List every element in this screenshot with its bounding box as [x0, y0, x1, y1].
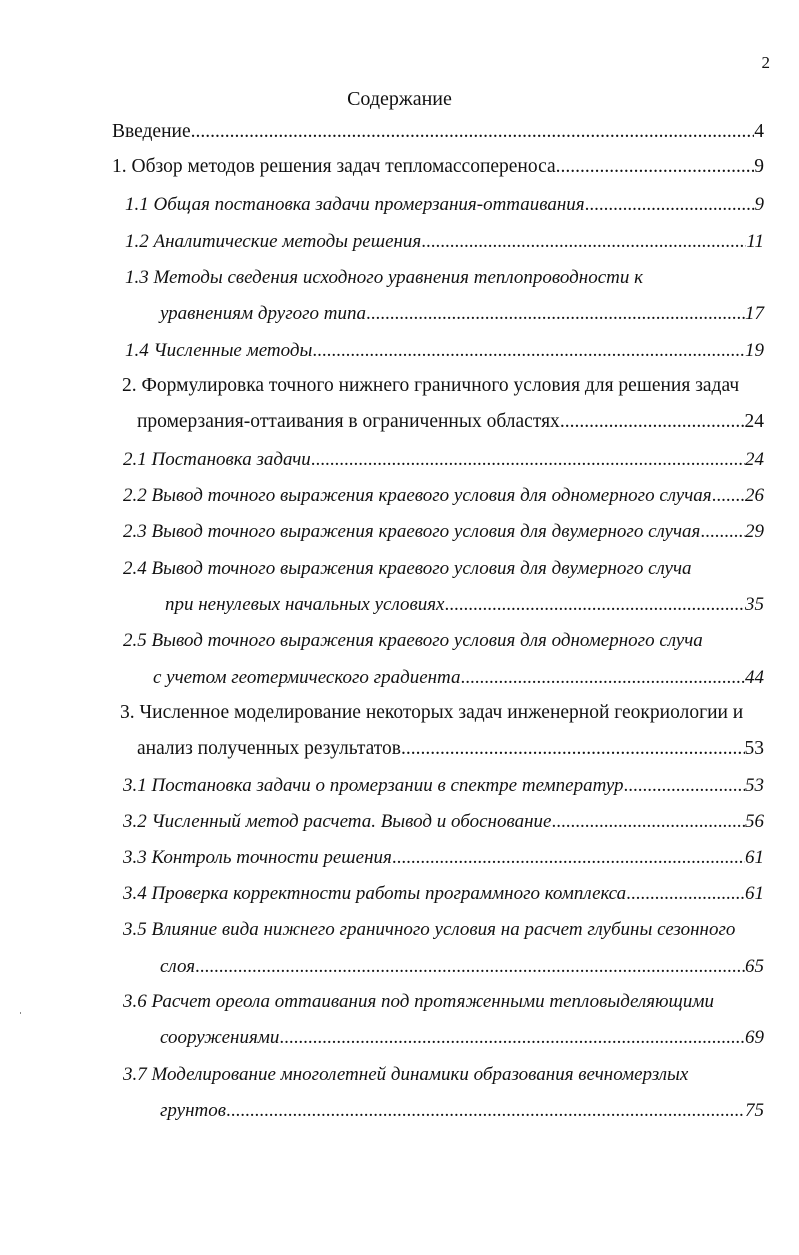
- leader-dots: [560, 411, 745, 433]
- toc-entry-section-1-4[interactable]: [125, 340, 764, 362]
- toc-entry-text: 3.3 Контроль точности решения: [123, 847, 392, 868]
- leader-dots: [195, 956, 745, 978]
- toc-entry-section-3-7[interactable]: [160, 1100, 764, 1122]
- toc-entry-text: Введение: [112, 121, 191, 142]
- toc-entry-text: с учетом геотермического градиента: [153, 667, 461, 688]
- toc-entry-chapter-2-line1[interactable]: 2. Формулировка точного нижнего граничного условия для решения задач: [122, 375, 740, 396]
- toc-entry-section-3-2[interactable]: [123, 811, 764, 833]
- page-number: 2: [761, 53, 770, 72]
- toc-entry-text: слоя: [160, 956, 196, 977]
- leader-dots: [624, 775, 745, 797]
- toc-entry-section-3-1[interactable]: [123, 775, 764, 797]
- toc-entry-text: грунтов: [160, 1100, 226, 1121]
- leader-dots: [421, 231, 746, 253]
- toc-entry-section-3-5-line1[interactable]: 3.5 Влияние вида нижнего граничного условия на расчет глубины сезонного: [123, 919, 736, 940]
- toc-entry-text: 1.4 Численные методы: [125, 340, 313, 361]
- toc-entry-page: 44: [745, 667, 764, 688]
- toc-entry-text: анализ полученных результатов.: [137, 738, 406, 759]
- leader-dots: [461, 667, 745, 689]
- leader-dots: [279, 1027, 745, 1049]
- leader-dots: [445, 594, 746, 616]
- toc-entry-page: 9: [754, 194, 764, 215]
- toc-entry-section-2-1[interactable]: [123, 449, 764, 471]
- toc-entry-text: 1.1 Общая постановка задачи промерзания-оттаивания: [125, 194, 585, 215]
- toc-entry-text: при ненулевых начальных условиях: [165, 594, 445, 615]
- leader-dots: [191, 121, 755, 143]
- toc-entry-page: 61: [745, 883, 764, 904]
- leader-dots: [626, 883, 745, 905]
- toc-entry-page: 26: [745, 485, 764, 506]
- toc-entry-section-2-4-line1[interactable]: 2.4 Вывод точного выражения краевого условия для двумерного случа: [123, 558, 692, 579]
- toc-entry-section-3-6-line1[interactable]: 3.6 Расчет ореола оттаивания под протяженными тепловыделяющими: [123, 991, 714, 1012]
- toc-entry-section-2-5-line1[interactable]: 2.5 Вывод точного выражения краевого условия для одномерного случа: [123, 630, 703, 651]
- toc-entry-page: 9: [754, 156, 764, 177]
- toc-entry-section-3-6[interactable]: [160, 1027, 764, 1049]
- toc-entry-page: 17: [745, 303, 764, 324]
- toc-entry-text: 1. Обзор методов решения задач тепломассопереноса: [112, 156, 556, 177]
- toc-entry-page: 4: [754, 121, 764, 142]
- leader-dots: [556, 156, 755, 178]
- toc-entry-text: сооружениями: [160, 1027, 280, 1048]
- toc-entry-chapter-2[interactable]: [137, 411, 764, 433]
- toc-entry-section-2-4[interactable]: [165, 594, 764, 616]
- leader-dots: [312, 340, 745, 362]
- toc-entry-page: 65: [745, 956, 764, 977]
- toc-entry-text: уравнениям другого типа: [160, 303, 367, 324]
- toc-entry-page: 24: [745, 449, 764, 470]
- toc-title: Содержание: [347, 88, 452, 110]
- toc-entry-text: промерзания-оттаивания в ограниченных областях: [137, 411, 560, 432]
- toc-entry-section-2-5[interactable]: [153, 667, 764, 689]
- toc-entry-section-2-2[interactable]: [123, 485, 764, 507]
- toc-entry-chapter-1[interactable]: [112, 156, 764, 178]
- leader-dots: [712, 485, 745, 507]
- toc-entry-page: 53: [745, 775, 764, 796]
- toc-entry-page: 11: [746, 231, 764, 252]
- toc-entry-text: 3.2 Численный метод расчета. Вывод и обоснование: [123, 811, 552, 832]
- toc-entry-section-1-2[interactable]: [125, 231, 764, 253]
- leader-dots: [392, 847, 745, 869]
- toc-entry-page: 24: [744, 411, 764, 432]
- scan-speck: [20, 1012, 21, 1014]
- leader-dots: [585, 194, 755, 216]
- toc-entry-page: 35: [745, 594, 764, 615]
- toc-entry-section-3-5[interactable]: [160, 956, 764, 978]
- toc-entry-page: 56: [745, 811, 764, 832]
- toc-entry-section-3-3[interactable]: [123, 847, 764, 869]
- leader-dots: [366, 303, 745, 325]
- toc-entry-text: 2.3 Вывод точного выражения краевого условия для двумерного случая: [123, 521, 701, 542]
- toc-entry-section-2-3[interactable]: [123, 521, 764, 543]
- toc-entry-page: 75: [745, 1100, 764, 1121]
- toc-entry-page: 61: [745, 847, 764, 868]
- toc-entry-page: 29: [745, 521, 764, 542]
- toc-entry-page: 53: [744, 738, 764, 759]
- toc-entry-text: 2.2 Вывод точного выражения краевого условия для одномерного случая: [123, 485, 712, 506]
- leader-dots: [406, 738, 745, 760]
- leader-dots: [226, 1100, 745, 1122]
- toc-entry-page: 19: [745, 340, 764, 361]
- toc-entry-section-1-1[interactable]: [125, 194, 764, 216]
- toc-entry-text: 1.2 Аналитические методы решения: [125, 231, 422, 252]
- toc-entry-chapter-3[interactable]: [137, 738, 764, 760]
- leader-dots: [700, 521, 745, 543]
- toc-entry-section-3-7-line1[interactable]: 3.7 Моделирование многолетней динамики образования вечномерзлых: [123, 1064, 689, 1085]
- toc-entry-text: 3.1 Постановка задачи о промерзании в спектре температур: [123, 775, 624, 796]
- toc-entry-section-1-3[interactable]: [160, 303, 764, 325]
- leader-dots: [551, 811, 745, 833]
- leader-dots: [311, 449, 745, 471]
- toc-entry-text: 3.4 Проверка корректности работы программного комплекса: [123, 883, 627, 904]
- toc-entry-page: 69: [745, 1027, 764, 1048]
- toc-entry-section-1-3-line1[interactable]: 1.3 Методы сведения исходного уравнения теплопроводности к: [125, 267, 644, 288]
- toc-entry-intro[interactable]: [112, 121, 764, 143]
- toc-entry-section-3-4[interactable]: [123, 883, 764, 905]
- toc-entry-text: 2.1 Постановка задачи: [123, 449, 311, 470]
- toc-entry-chapter-3-line1[interactable]: 3. Численное моделирование некоторых задач инженерной геокриологии и: [120, 702, 744, 723]
